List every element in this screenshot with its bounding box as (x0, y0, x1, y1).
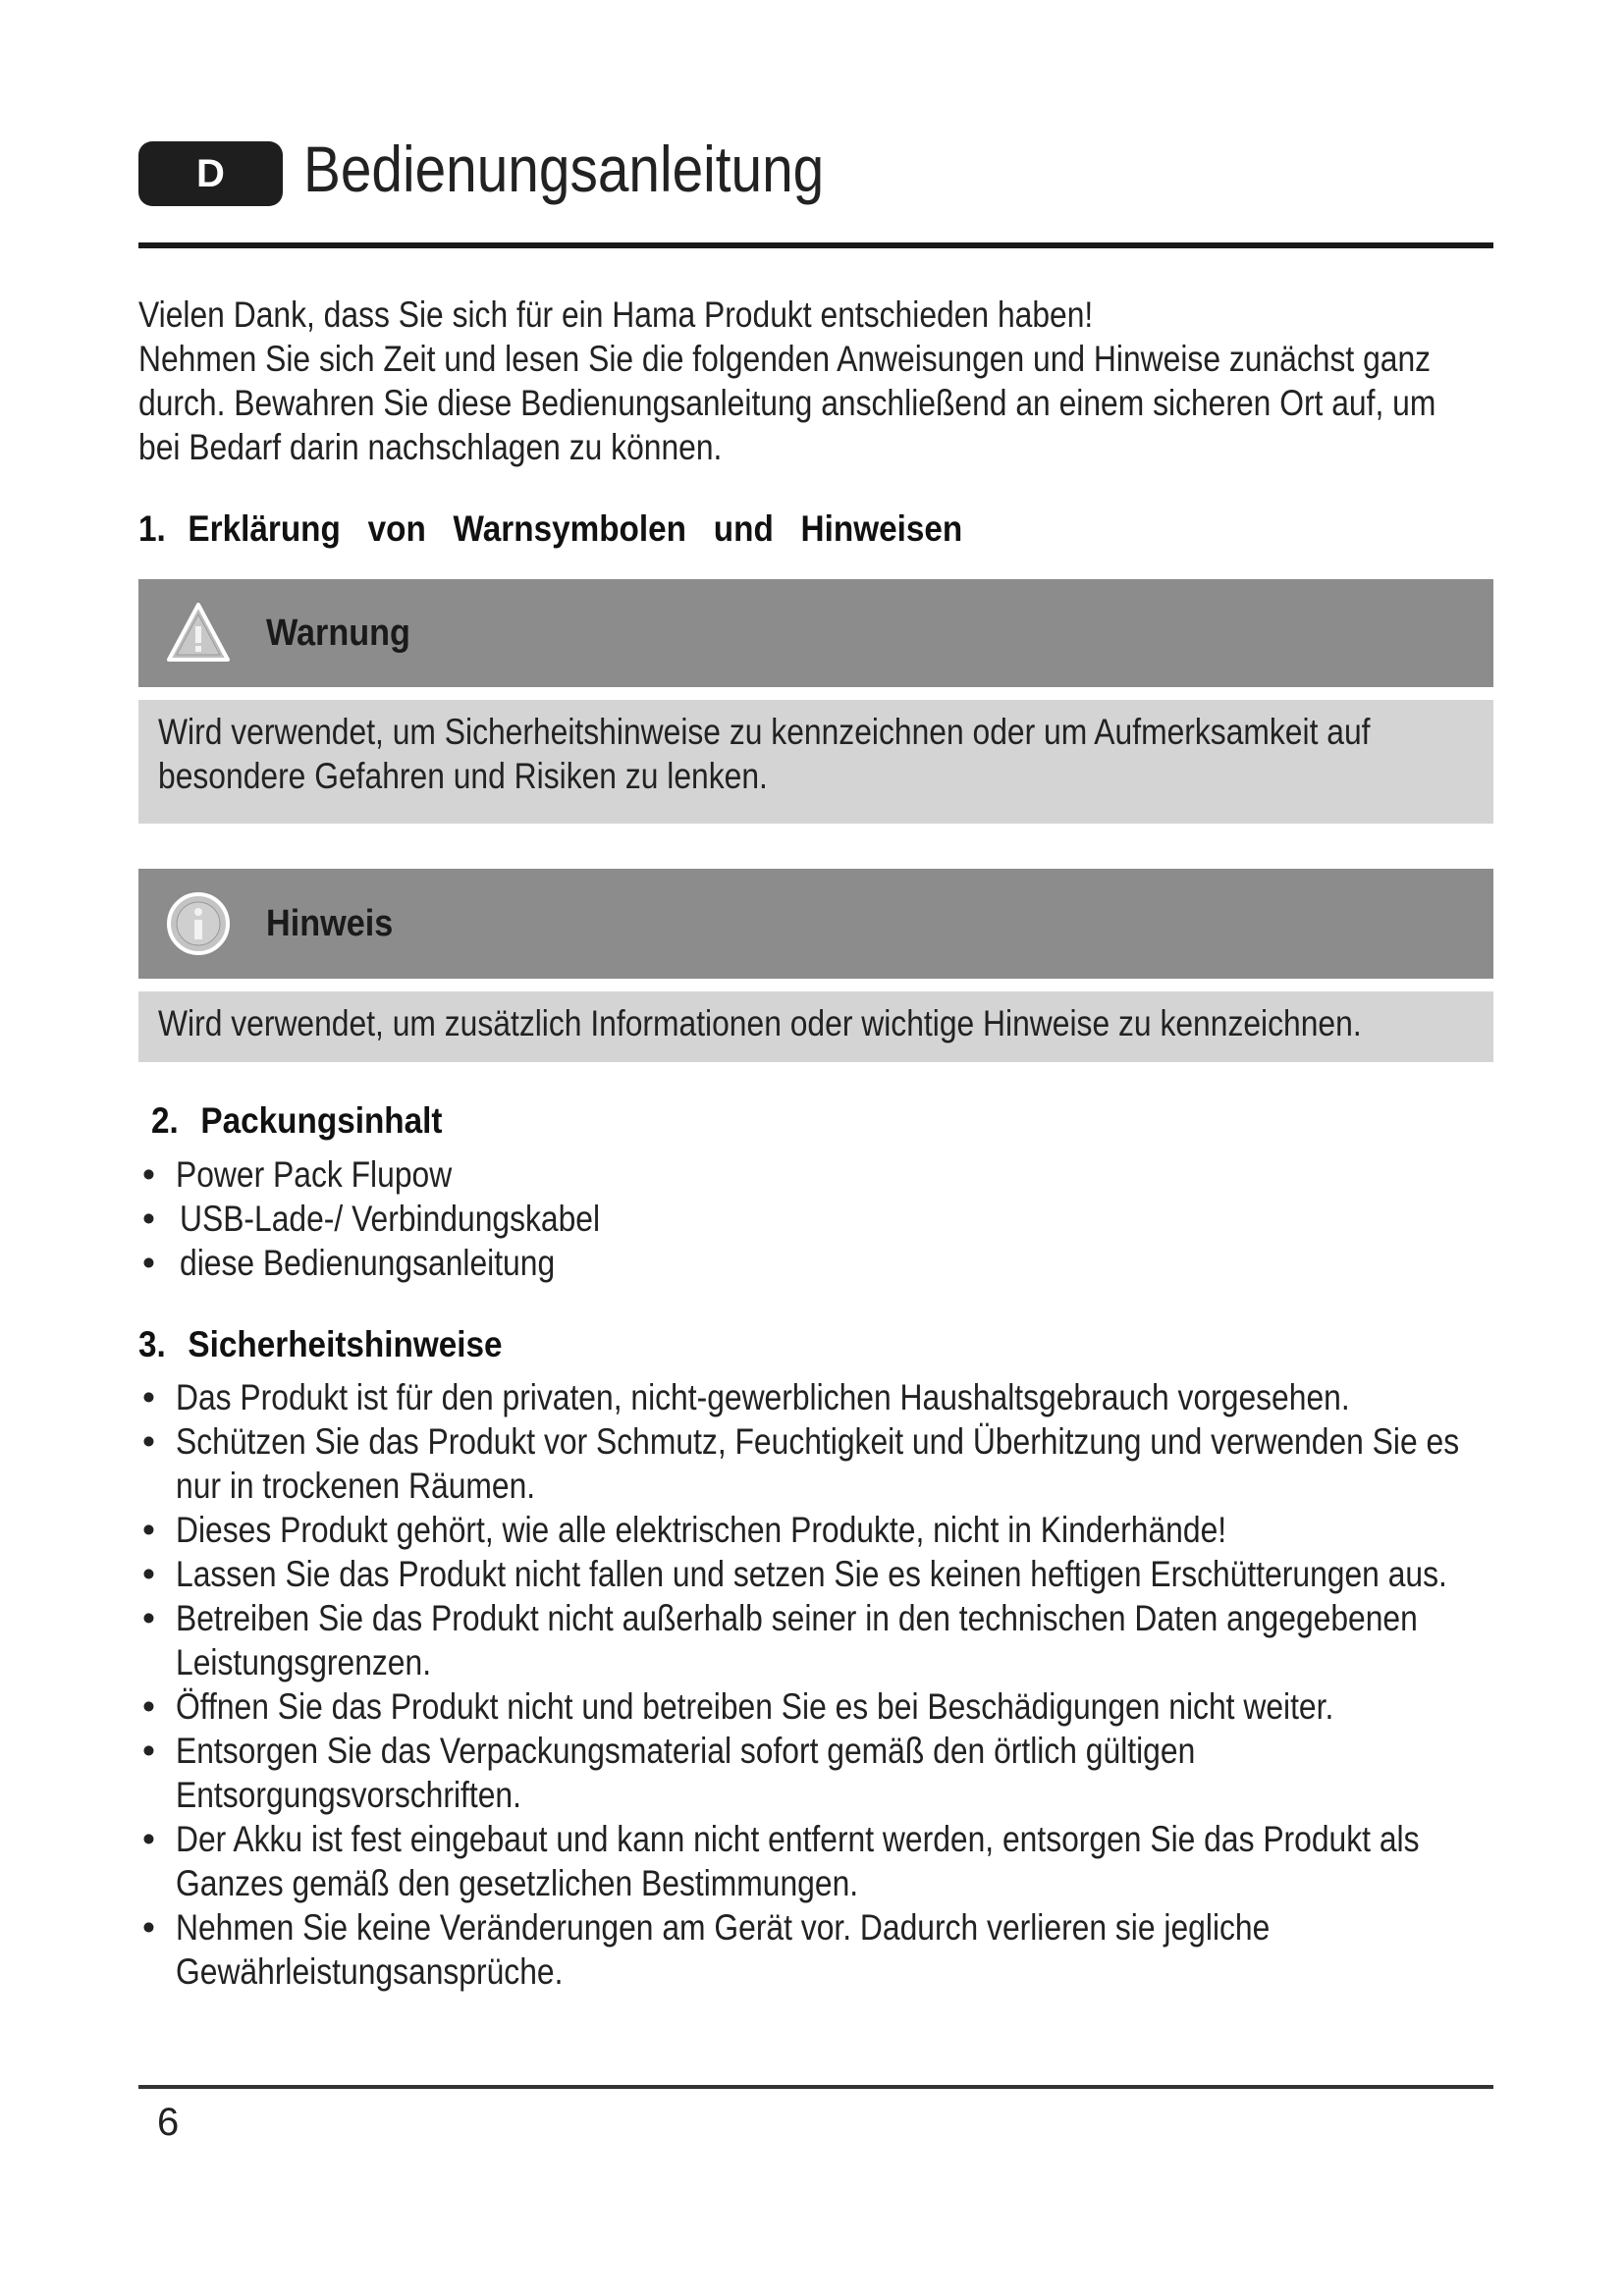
intro-line: bei Bedarf darin nachschlagen zu können. (138, 427, 723, 467)
warning-header (138, 579, 1493, 687)
document-title: Bedienungsanleitung (303, 133, 825, 205)
bullet-icon: • (142, 1421, 155, 1462)
section-title: Sicherheitshinweise (188, 1324, 503, 1364)
warning-text-line: besondere Gefahren und Risiken zu lenken. (158, 756, 768, 796)
footer-divider (138, 2085, 1493, 2089)
list-item: • Lassen Sie das Produkt nicht fallen und setzen Sie es keinen heftigen Erschütterungen aus. (142, 1554, 1447, 1594)
language-badge: D (138, 141, 283, 206)
bullet-icon: • (142, 1554, 155, 1594)
section-2-heading (151, 1100, 443, 1142)
section-1-heading (138, 508, 962, 550)
header-divider (138, 242, 1493, 248)
list-item: • diese Bedienungsanleitung (142, 1243, 556, 1283)
warning-label: Warnung (266, 613, 410, 654)
note-text-line: Wird verwendet, um zusätzlich Informationen oder wichtige Hinweise zu kennzeichnen. (158, 1003, 1362, 1043)
note-header (138, 869, 1493, 979)
intro-paragraph (138, 293, 1624, 469)
bullet-icon: • (142, 1598, 155, 1638)
section-number: 1. (138, 508, 166, 549)
page-number: 6 (157, 2101, 180, 2144)
section-title: Erklärung von Warnsymbolen und Hinweisen (188, 508, 963, 549)
section-number: 2. (151, 1100, 179, 1141)
list-item: • Der Akku ist fest eingebaut und kann nicht entfernt werden, entsorgen Sie das Produkt als Ganzes gemäß den gesetzlichen Bestimmungen. (142, 1819, 1420, 1903)
bullet-icon: • (142, 1731, 155, 1771)
intro-line: Vielen Dank, dass Sie sich für ein Hama Produkt entschieden haben! (138, 294, 1094, 335)
bullet-icon: • (142, 1243, 155, 1283)
bullet-icon: • (142, 1686, 155, 1727)
intro-line: durch. Bewahren Sie diese Bedienungsanleitung anschließend an einem sicheren Ort auf, um (138, 383, 1436, 423)
bullet-icon: • (142, 1154, 155, 1195)
safety-instructions-list (138, 1375, 1624, 1994)
bullet-icon: • (142, 1819, 155, 1859)
bullet-icon: • (142, 1510, 155, 1550)
list-item: • Entsorgen Sie das Verpackungsmaterial sofort gemäß den örtlich gültigen Entsorgungsvorschriften. (142, 1731, 1196, 1815)
section-number: 3. (138, 1324, 166, 1364)
intro-line: Nehmen Sie sich Zeit und lesen Sie die folgenden Anweisungen und Hinweise zunächst ganz (138, 339, 1432, 379)
list-item: • Betreiben Sie das Produkt nicht außerhalb seiner in den technischen Daten angegebenen Leistungsgrenzen. (142, 1598, 1418, 1682)
warning-triangle-icon (166, 601, 231, 666)
list-item: • Das Produkt ist für den privaten, nicht-gewerblichen Haushaltsgebrauch vorgesehen. (142, 1377, 1350, 1417)
warning-text-line: Wird verwendet, um Sicherheitshinweise zu kennzeichnen oder um Aufmerksamkeit auf (158, 712, 1371, 752)
warning-body (138, 700, 1493, 824)
list-item: • Nehmen Sie keine Veränderungen am Gerät vor. Dadurch verlieren sie jegliche Gewährleistungsansprüche. (142, 1907, 1271, 1992)
info-icon (166, 891, 231, 956)
list-item: • Dieses Produkt gehört, wie alle elektrischen Produkte, nicht in Kinderhände! (142, 1510, 1227, 1550)
bullet-icon: • (142, 1199, 155, 1239)
list-item: • Öffnen Sie das Produkt nicht und betreiben Sie es bei Beschädigungen nicht weiter. (142, 1686, 1334, 1727)
note-label: Hinweis (266, 903, 394, 944)
bullet-icon: • (142, 1907, 155, 1948)
section-3-heading (138, 1324, 503, 1365)
page-header (138, 133, 1493, 216)
list-item: • Schützen Sie das Produkt vor Schmutz, Feuchtigkeit und Überhitzung und verwenden Sie es nur in trockenen Räumen. (142, 1421, 1460, 1506)
note-body (138, 991, 1493, 1062)
list-item: • USB-Lade-/ Verbindungskabel (142, 1199, 601, 1239)
list-item: • Power Pack Flupow (142, 1154, 453, 1195)
bullet-icon: • (142, 1377, 155, 1417)
section-title: Packungsinhalt (200, 1100, 443, 1141)
package-contents-list (138, 1152, 669, 1285)
